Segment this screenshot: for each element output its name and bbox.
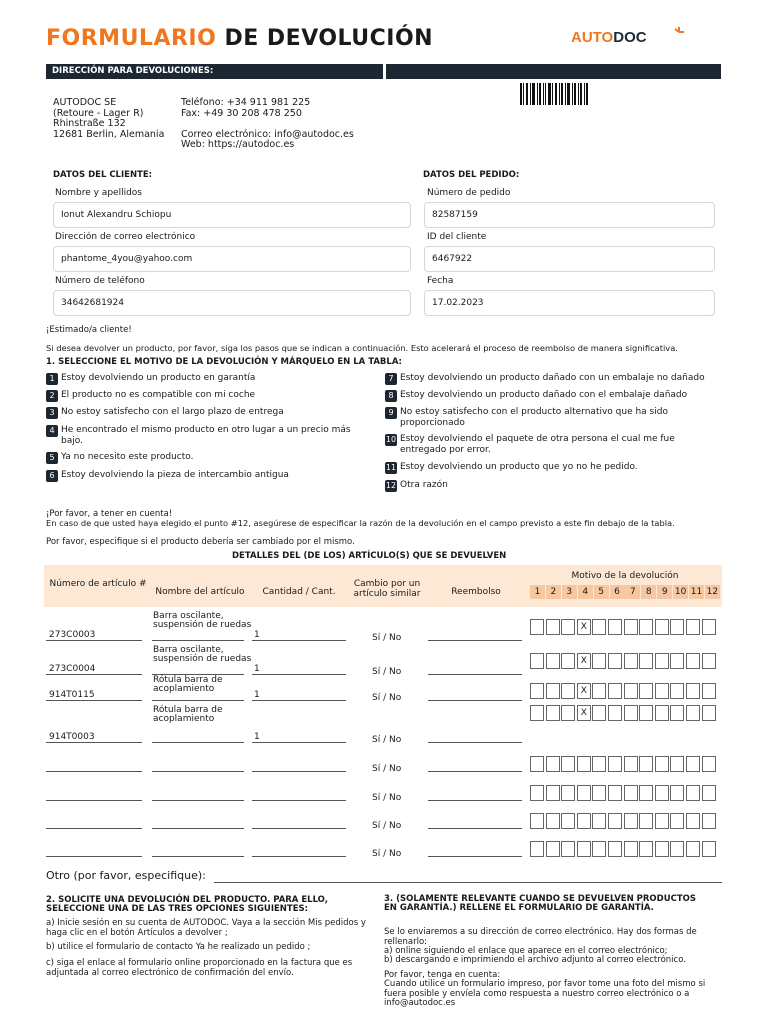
reason-checkbox[interactable] — [530, 653, 544, 669]
reason-checkbox[interactable] — [686, 683, 700, 699]
reason-checkbox[interactable] — [624, 785, 638, 801]
order-date-field[interactable]: 17.02.2023 — [424, 290, 715, 316]
article-number-input[interactable] — [46, 828, 142, 829]
reason-number-header: 7 — [625, 585, 640, 599]
reason-checkbox[interactable] — [608, 785, 622, 801]
reason-checkbox[interactable] — [670, 619, 684, 635]
step2-option-a: a) Inicie sesión en su cuenta de AUTODOC. Vaya a la sección Mis pedidos y haga clic en el botón Artículos a devolver ; — [46, 918, 366, 938]
reason-checkbox[interactable] — [702, 619, 716, 635]
reason-checkbox[interactable] — [561, 619, 575, 635]
article-name: Barra oscilante, suspensión de ruedas — [153, 611, 252, 630]
reason-checkbox[interactable] — [561, 785, 575, 801]
reason-checkbox[interactable]: X — [577, 683, 591, 699]
reason-checkbox[interactable] — [577, 785, 591, 801]
step3-note: Cuando utilice un formulario impreso, por favor tome una foto del mismo si fuera posible y envíela como respuesta a nuestro correo electrónico o a info@autodoc.es — [384, 979, 706, 1008]
reason-checkbox[interactable] — [655, 705, 669, 721]
contact-web: Web: https://autodoc.es — [181, 139, 295, 150]
greeting-text: ¡Estimado/a cliente! — [46, 325, 132, 335]
reason-checkbox[interactable] — [608, 683, 622, 699]
refund-input[interactable] — [428, 640, 522, 641]
reason-checkbox[interactable] — [561, 705, 575, 721]
article-name-input[interactable] — [152, 828, 244, 829]
refund-input[interactable] — [428, 800, 522, 801]
reason-item — [385, 407, 700, 429]
items-table-title: DETALLES DEL (DE LOS) ARTÍCULO(S) QUE SE DEVUELVEN — [232, 551, 507, 561]
reason-checkbox[interactable] — [702, 705, 716, 721]
reason-checkbox[interactable] — [577, 841, 591, 857]
contact-fax: Fax: +49 30 208 478 250 — [181, 107, 302, 119]
order-number-field[interactable]: 82587159 — [424, 202, 715, 228]
reason-checkbox[interactable] — [639, 619, 653, 635]
col-header-refund: Reembolso — [451, 587, 501, 597]
exchange-yes-no[interactable]: Sí / No — [372, 764, 402, 774]
reason-checkbox[interactable] — [639, 785, 653, 801]
reason-checkbox[interactable] — [530, 756, 544, 772]
article-number-input[interactable] — [46, 640, 142, 641]
reason-checkbox[interactable] — [670, 653, 684, 669]
refund-input[interactable] — [428, 856, 522, 857]
reason-checkbox[interactable] — [670, 683, 684, 699]
reason-text: Estoy devolviendo un producto en garantía — [61, 373, 256, 383]
client-id-field[interactable]: 6467922 — [424, 246, 715, 272]
quantity-input[interactable] — [252, 800, 346, 801]
step3-note-title: Por favor, tenga en cuenta: — [384, 970, 501, 980]
reason-item — [385, 373, 725, 385]
reason-text: Estoy devolviendo la pieza de intercambio antigua — [61, 470, 289, 480]
reason-checkbox[interactable] — [608, 756, 622, 772]
reason-checkbox[interactable] — [686, 705, 700, 721]
quantity-input[interactable] — [252, 828, 346, 829]
reason-checkbox[interactable] — [608, 813, 622, 829]
reason-checkbox[interactable] — [655, 683, 669, 699]
reason-text: Estoy devolviendo el paquete de otra persona el cual me fue entregado por error. — [400, 434, 675, 455]
step2-option-c: c) siga el enlace al formulario online proporcionado en la factura que es adjuntada al correo electrónico de confirmación del envío. — [46, 958, 353, 978]
step3-intro: Se lo enviaremos a su dirección de correo electrónico. Hay dos formas de rellenarlo: — [384, 927, 697, 947]
refund-input[interactable] — [428, 828, 522, 829]
point12-note: En caso de que usted haya elegido el punto #12, asegúrese de especificar la razón de la devolución en el campo previsto a este fin debajo de la tabla. — [46, 518, 675, 528]
contact-info — [181, 98, 354, 151]
reason-number: 11 — [385, 463, 397, 472]
reason-checkbox[interactable] — [624, 705, 638, 721]
reason-checkbox[interactable] — [702, 756, 716, 772]
article-number-input[interactable] — [46, 674, 142, 675]
reason-checkbox[interactable] — [592, 653, 606, 669]
order-heading: DATOS DEL PEDIDO: — [423, 170, 520, 180]
return-address — [53, 98, 164, 140]
article-number-input[interactable] — [46, 771, 142, 772]
article-name: Rótula barra de acoplamiento — [153, 705, 223, 724]
reason-number-header: 1 — [530, 585, 545, 599]
reason-checkbox[interactable] — [592, 619, 606, 635]
reason-checkbox[interactable] — [624, 813, 638, 829]
reason-checkbox[interactable] — [639, 653, 653, 669]
reason-number: 1 — [46, 373, 58, 385]
quantity-input[interactable] — [252, 674, 346, 675]
quantity-input[interactable] — [252, 856, 346, 857]
col-header-quantity: Cantidad / Cant. — [262, 587, 336, 597]
article-name-input[interactable] — [152, 800, 244, 801]
quantity-input[interactable] — [252, 742, 346, 743]
other-reason-input[interactable] — [214, 882, 722, 883]
reason-text: Ya no necesito este producto. — [61, 452, 194, 462]
reason-item — [385, 434, 700, 456]
reason-checkbox[interactable] — [686, 813, 700, 829]
reason-checkbox[interactable] — [702, 841, 716, 857]
reason-checkbox[interactable] — [655, 619, 669, 635]
title-rest: DE DEVOLUCIÓN — [216, 26, 434, 51]
reason-item — [46, 373, 376, 385]
reason-checkbox[interactable] — [686, 841, 700, 857]
article-number-input[interactable] — [46, 742, 142, 743]
reason-item — [46, 390, 376, 402]
reason-number: 6 — [46, 470, 58, 482]
reason-number-header: 3 — [562, 585, 577, 599]
reason-number-header: 5 — [594, 585, 609, 599]
reason-checkbox[interactable] — [639, 705, 653, 721]
reason-checkbox[interactable] — [592, 813, 606, 829]
reason-checkbox[interactable] — [670, 785, 684, 801]
reason-checkbox[interactable] — [546, 619, 560, 635]
reason-item — [385, 390, 725, 402]
exchange-yes-no[interactable]: Sí / No — [372, 693, 402, 703]
customer-email-field[interactable]: phantome_4you@yahoo.com — [53, 246, 411, 272]
attention-text: ¡Por favor, a tener en cuenta! — [46, 509, 173, 519]
reason-checkbox[interactable] — [639, 756, 653, 772]
col-header-number: Número de artículo # — [49, 579, 147, 589]
reason-checkbox[interactable] — [561, 653, 575, 669]
reason-checkbox[interactable] — [592, 756, 606, 772]
reason-checkbox[interactable] — [592, 841, 606, 857]
step3-option-a: a) online siguiendo el enlace que aparece en el correo electrónico; — [384, 946, 668, 956]
reason-checkbox[interactable] — [561, 841, 575, 857]
article-number: 273C0004 — [49, 664, 96, 674]
reason-number: 3 — [46, 407, 58, 419]
article-number-input[interactable] — [46, 800, 142, 801]
reason-checkbox[interactable] — [546, 756, 560, 772]
reason-number-header: 10 — [674, 587, 687, 597]
step3-option-b: b) descargando e imprimiendo el archivo adjunto al correo electrónico. — [384, 955, 686, 965]
exchange-yes-no[interactable]: Sí / No — [372, 821, 402, 831]
reason-item — [46, 470, 376, 482]
reason-number-header: 11 — [690, 587, 703, 597]
reason-text: No estoy satisfecho con el largo plazo de entrega — [61, 407, 284, 417]
customer-email-label: Dirección de correo electrónico — [55, 232, 196, 242]
autodoc-logo — [571, 29, 647, 46]
reason-checkbox[interactable] — [702, 683, 716, 699]
col-header-exchange: Cambio por un artículo similar — [353, 579, 421, 599]
exchange-yes-no[interactable]: Sí / No — [372, 793, 402, 803]
quantity-input[interactable] — [252, 700, 346, 701]
reason-checkbox[interactable] — [655, 841, 669, 857]
contact-phone: Teléfono: +34 911 981 225 — [181, 97, 311, 108]
return-address-bar — [46, 64, 383, 79]
reason-text: El producto no es compatible con mi coche — [61, 390, 256, 400]
order-number-label: Número de pedido — [427, 188, 511, 198]
reason-checkbox[interactable] — [530, 813, 544, 829]
reason-checkbox[interactable] — [530, 841, 544, 857]
reason-checkbox[interactable] — [686, 619, 700, 635]
reason-checkbox[interactable] — [624, 619, 638, 635]
form-title — [46, 26, 433, 51]
reason-checkbox[interactable] — [592, 683, 606, 699]
reason-checkbox[interactable] — [655, 785, 669, 801]
reason-item — [46, 425, 371, 447]
article-number-input[interactable] — [46, 856, 142, 857]
address-line: 12681 Berlin, Alemania — [53, 128, 165, 140]
article-name-input[interactable] — [152, 640, 244, 641]
reason-checkbox[interactable] — [702, 653, 716, 669]
address-line: Rhinstraße 132 — [53, 118, 126, 129]
reason-checkbox[interactable] — [608, 619, 622, 635]
reason-text: Estoy devolviendo un producto que yo no he pedido. — [400, 462, 638, 472]
reason-checkbox[interactable] — [624, 841, 638, 857]
reason-number: 8 — [385, 390, 397, 402]
refund-input[interactable] — [428, 771, 522, 772]
article-number: 914T0003 — [49, 732, 95, 742]
reason-checkbox[interactable]: X — [577, 619, 591, 635]
reason-number-header: 2 — [546, 585, 561, 599]
reason-checkbox[interactable] — [561, 813, 575, 829]
reason-checkbox[interactable] — [702, 785, 716, 801]
reason-checkbox[interactable] — [639, 813, 653, 829]
reason-checkbox[interactable] — [624, 653, 638, 669]
step3-heading: 3. (SOLAMENTE RELEVANTE CUANDO SE DEVUELVEN PRODUCTOS EN GARANTÍA.) RELLENE EL FORMULARIO DE GARANTÍA. — [384, 894, 696, 913]
reason-text: He encontrado el mismo producto en otro lugar a un precio más bajo. — [61, 425, 351, 446]
article-name-input[interactable] — [152, 771, 244, 772]
customer-name-field[interactable]: Ionut Alexandru Schiopu — [53, 202, 411, 228]
reason-text: No estoy satisfecho con el producto alternativo que ha sido proporcionado — [400, 407, 668, 428]
items-table-header — [44, 565, 722, 607]
logo-part-auto: AUTO — [571, 29, 614, 46]
reason-number: 9 — [385, 407, 397, 419]
step2-option-b: b) utilice el formulario de contacto Ya he realizado un pedido ; — [46, 942, 311, 952]
article-quantity: 1 — [254, 732, 260, 742]
client-id-label: ID del cliente — [427, 232, 487, 242]
reason-number-header: 9 — [657, 585, 672, 599]
address-line: AUTODOC SE — [53, 97, 117, 108]
title-accent: FORMULARIO — [46, 26, 217, 51]
reason-text: Otra razón — [400, 480, 448, 490]
reason-checkbox[interactable] — [686, 756, 700, 772]
col-header-name: Nombre del artículo — [155, 587, 245, 597]
other-reason-label: Otro (por favor, especifique): — [46, 869, 206, 882]
instructions-text: Si desea devolver un producto, por favor, siga los pasos que se indican a continuación. Esto acelerará el proceso de reembolso de manera significativa. — [46, 343, 678, 353]
reason-checkbox[interactable] — [577, 813, 591, 829]
reason-checkbox[interactable]: X — [577, 705, 591, 721]
reason-checkbox[interactable] — [655, 813, 669, 829]
exchange-yes-no[interactable]: Sí / No — [372, 633, 402, 643]
address-line: (Retoure - Lager R) — [53, 107, 144, 119]
reason-checkbox[interactable] — [670, 756, 684, 772]
reason-checkbox[interactable] — [546, 705, 560, 721]
reason-checkbox[interactable] — [546, 683, 560, 699]
reason-checkbox[interactable] — [561, 683, 575, 699]
exchange-yes-no[interactable]: Sí / No — [372, 849, 402, 859]
article-quantity: 1 — [254, 630, 260, 640]
reason-item — [46, 407, 376, 419]
reason-checkbox[interactable] — [670, 705, 684, 721]
article-number: 273C0003 — [49, 630, 96, 640]
reason-checkbox[interactable] — [639, 841, 653, 857]
reason-checkbox[interactable] — [624, 756, 638, 772]
reason-checkbox[interactable] — [686, 785, 700, 801]
reason-item — [385, 462, 725, 474]
refund-input[interactable] — [428, 674, 522, 675]
reason-number: 10 — [385, 435, 397, 444]
exchange-yes-no[interactable]: Sí / No — [372, 735, 402, 745]
reason-number: 2 — [46, 390, 58, 402]
article-name-input[interactable] — [152, 742, 244, 743]
order-date-label: Fecha — [427, 276, 454, 286]
customer-heading: DATOS DEL CLIENTE: — [53, 170, 153, 180]
reason-checkbox[interactable] — [670, 841, 684, 857]
reason-checkbox[interactable] — [655, 653, 669, 669]
logo-part-doc: DOC — [613, 29, 647, 46]
reason-checkbox[interactable] — [702, 813, 716, 829]
reason-number-header: 4 — [578, 585, 593, 599]
step2-heading: 2. SOLICITE UNA DEVOLUCIÓN DEL PRODUCTO. PARA ELLO, SELECCIONE UNA DE LAS TRES OPCIONES SIGUIENTES: — [46, 895, 328, 914]
reason-checkbox[interactable] — [670, 813, 684, 829]
customer-phone-label: Número de teléfono — [55, 276, 145, 286]
quantity-input[interactable] — [252, 771, 346, 772]
step1-heading: 1. SELECCIONE EL MOTIVO DE LA DEVOLUCIÓN Y MÁRQUELO EN LA TABLA: — [46, 357, 402, 367]
refund-input[interactable] — [428, 742, 522, 743]
reason-checkbox[interactable] — [530, 705, 544, 721]
reason-text: Estoy devolviendo un producto dañado con el embalaje dañado — [400, 390, 688, 400]
reason-number-header: 6 — [610, 585, 625, 599]
reason-checkbox[interactable] — [561, 756, 575, 772]
reason-checkbox[interactable] — [577, 756, 591, 772]
reason-text: Estoy devolviendo un producto dañado con un embalaje no dañado — [400, 373, 705, 383]
article-name-input[interactable] — [152, 700, 244, 701]
reason-checkbox[interactable] — [639, 683, 653, 699]
reason-checkbox[interactable] — [546, 841, 560, 857]
quantity-input[interactable] — [252, 640, 346, 641]
reason-number: 4 — [46, 425, 58, 437]
reason-checkbox[interactable] — [686, 653, 700, 669]
exchange-yes-no[interactable]: Sí / No — [372, 667, 402, 677]
reason-checkbox[interactable] — [608, 705, 622, 721]
customer-name-label: Nombre y apellidos — [55, 188, 142, 198]
article-name: Rótula barra de acoplamiento — [153, 675, 223, 694]
barcode-image — [520, 83, 588, 105]
logo-spark-icon — [673, 27, 685, 39]
reason-number-header: 12 — [706, 587, 719, 597]
reason-checkbox[interactable] — [608, 653, 622, 669]
reason-checkbox[interactable] — [624, 683, 638, 699]
reason-checkbox[interactable] — [592, 785, 606, 801]
article-name-input[interactable] — [152, 856, 244, 857]
reason-checkbox[interactable] — [546, 653, 560, 669]
return-address-heading: DIRECCIÓN PARA DEVOLUCIONES: — [52, 66, 214, 76]
return-address-bar-right — [386, 64, 721, 79]
reason-number: 5 — [46, 452, 58, 464]
reason-checkbox[interactable] — [592, 705, 606, 721]
reason-number: 12 — [385, 481, 397, 490]
contact-email: Correo electrónico: info@autodoc.es — [181, 128, 354, 140]
col-header-reason: Motivo de la devolución — [571, 571, 679, 581]
reason-checkbox[interactable] — [655, 756, 669, 772]
reason-checkbox[interactable] — [546, 813, 560, 829]
reason-item — [385, 480, 725, 492]
reason-checkbox[interactable] — [530, 785, 544, 801]
reason-checkbox[interactable]: X — [577, 653, 591, 669]
article-number: 914T0115 — [49, 690, 95, 700]
article-quantity: 1 — [254, 664, 260, 674]
article-name: Barra oscilante, suspensión de ruedas — [153, 645, 252, 664]
customer-phone-field[interactable]: 34642681924 — [53, 290, 411, 316]
refund-input[interactable] — [428, 700, 522, 701]
exchange-note: Por favor, especifique si el producto debería ser cambiado por el mismo. — [46, 537, 355, 547]
reason-checkbox[interactable] — [530, 683, 544, 699]
article-number-input[interactable] — [46, 700, 142, 701]
reason-item — [46, 452, 376, 464]
reason-number: 7 — [385, 373, 397, 385]
reason-checkbox[interactable] — [530, 619, 544, 635]
reason-checkbox[interactable] — [546, 785, 560, 801]
reason-number-header: 8 — [641, 585, 656, 599]
article-quantity: 1 — [254, 690, 260, 700]
reason-checkbox[interactable] — [608, 841, 622, 857]
